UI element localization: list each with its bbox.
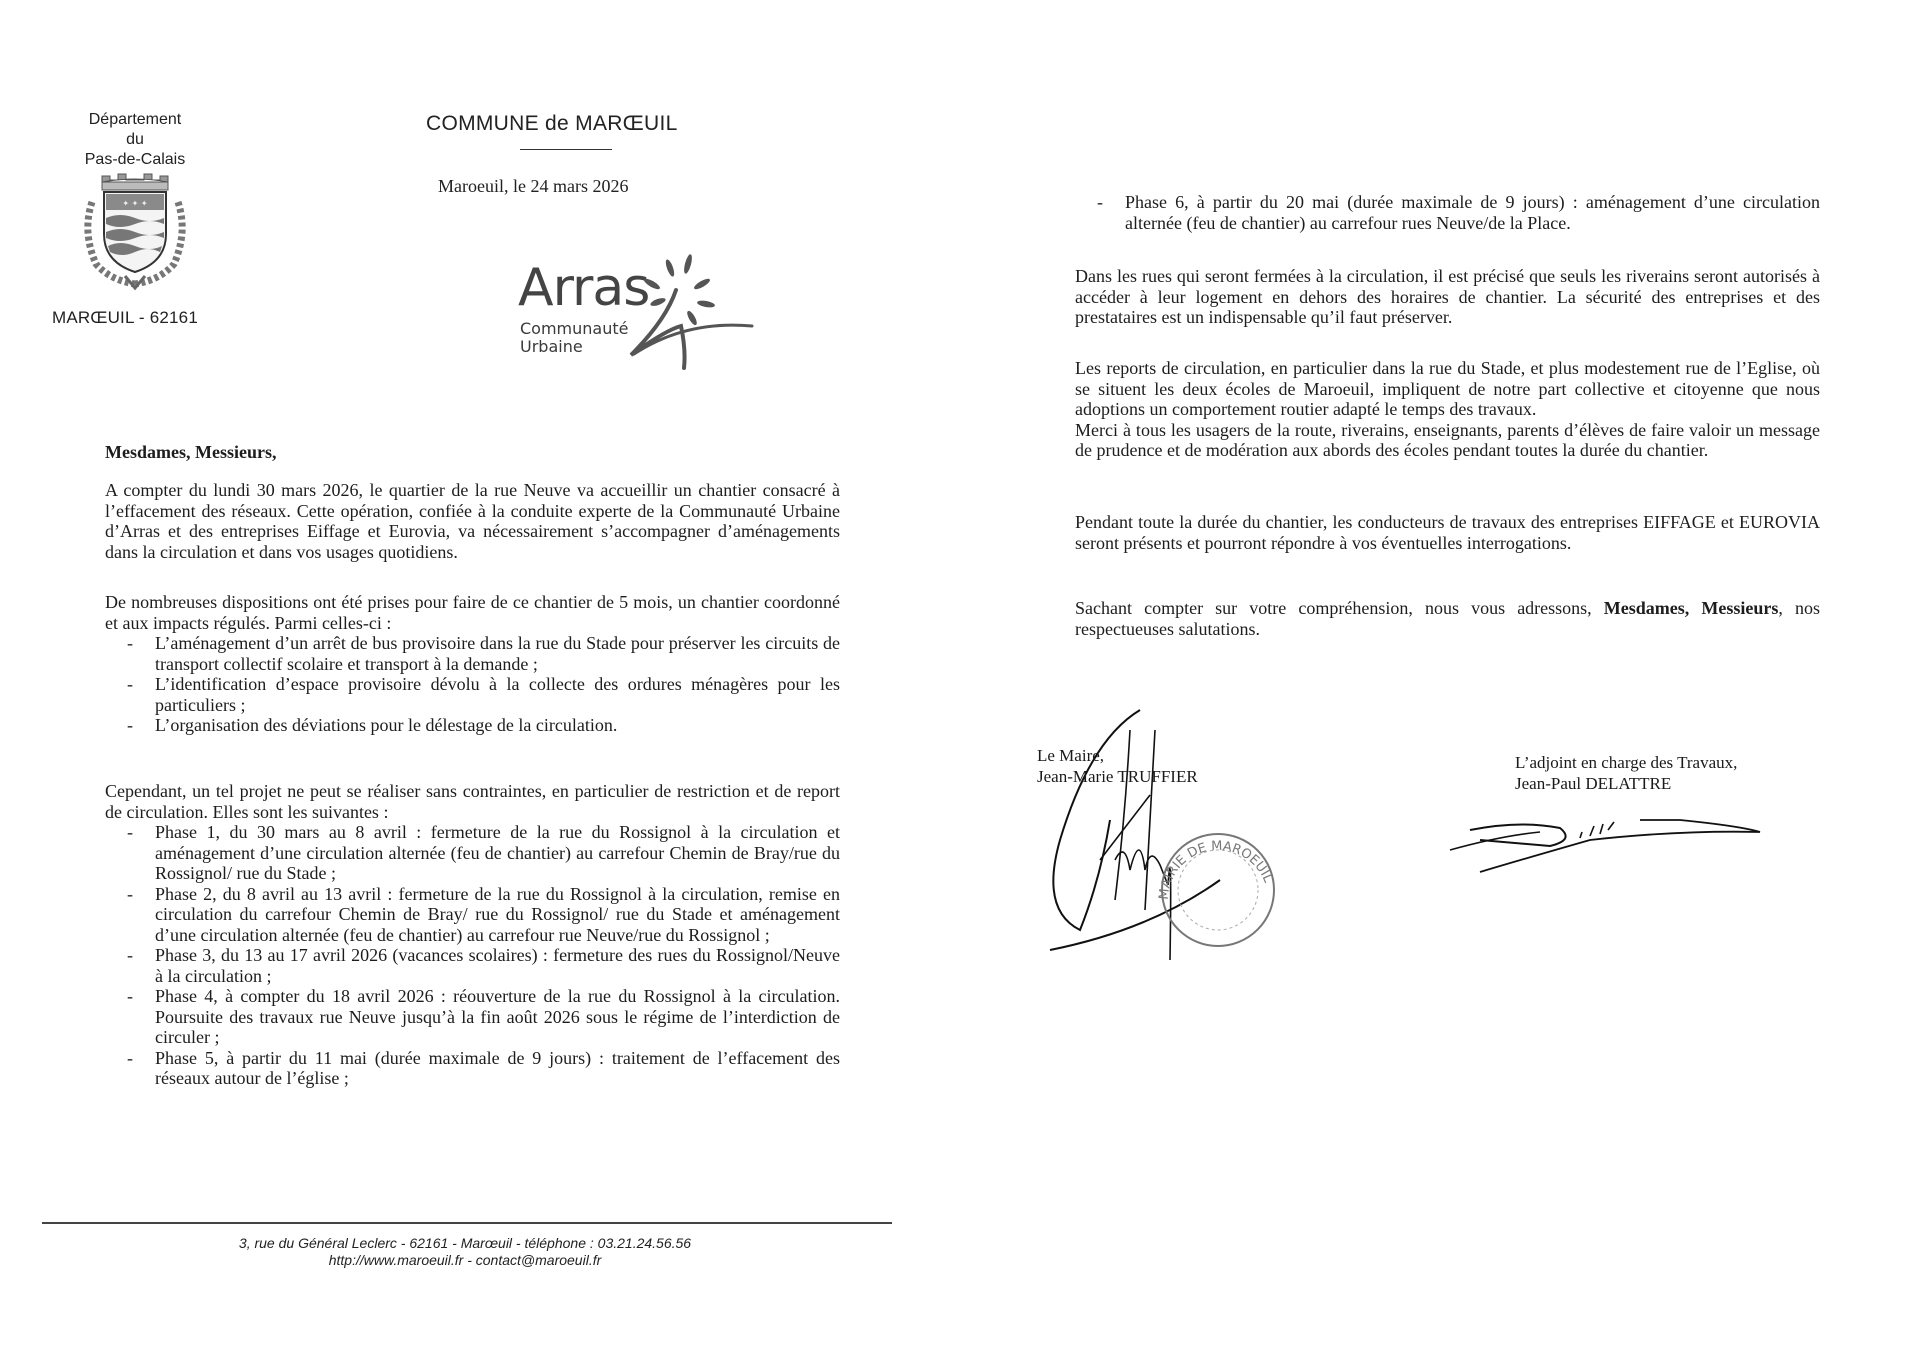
phases-section [105, 781, 840, 1089]
list-item [105, 674, 840, 715]
footer-contact [30, 1235, 900, 1269]
measures-list [105, 633, 840, 736]
list-item [105, 1048, 840, 1089]
adjoint-signature-icon [1440, 800, 1780, 880]
traffic-reports-section [1075, 358, 1820, 461]
department-label [60, 110, 210, 170]
contractors-paragraph: Pendant toute la durée du chantier, les conducteurs de travaux des entreprises EIFFAGE et EUROVIA seront présents et pourront répondre à vos éventuelles interrogations. [1075, 512, 1820, 553]
closing-text: , nos respectueuses salutations. [1075, 598, 1820, 639]
footer-divider [42, 1222, 892, 1224]
measures-intro: De nombreuses dispositions ont été prises pour faire de ce chantier de 5 mois, un chantier coordonné et aux impacts régulés. Parmi celles-ci : [105, 592, 840, 633]
phase-text: Phase 1, du 30 mars au 8 avril : fermeture de la rue du Rossignol à la circulation et aménagement d’une circulation alternée (feu de chantier) au carrefour Chemin de Bray/rue du Rossignol/ rue du Stade ; [155, 822, 840, 883]
adjoint-title: L’adjoint en charge des Travaux, [1515, 753, 1738, 772]
phases-list-continued [1075, 192, 1820, 233]
measure-text: L’identification d’espace provisoire dévolu à la collecte des ordures ménagères pour les particuliers ; [155, 674, 840, 715]
measure-text: L’organisation des déviations pour le délestage de la circulation. [155, 715, 618, 735]
list-item [105, 633, 840, 674]
coat-of-arms-icon [80, 172, 190, 292]
commune-title: COMMUNE de MARŒUIL [426, 112, 678, 135]
dash-bullet-icon: - [127, 986, 133, 1006]
svg-text:✦ ✦ ✦: ✦ ✦ ✦ [122, 199, 148, 208]
traffic-reports-paragraph: Les reports de circulation, en particulier dans la rue du Stade, et plus modestement rue de l’Eglise, où se situent les deux écoles de Maroeuil, impliquent de notre part collective et citoyenne que nous adoptions un comportement routier adapté le temps des travaux. [1075, 358, 1820, 419]
dash-bullet-icon: - [127, 674, 133, 694]
list-item [105, 884, 840, 946]
dash-bullet-icon: - [127, 945, 133, 965]
dash-bullet-icon: - [127, 1047, 133, 1068]
phase-text: Phase 5, à partir du 11 mai (durée maximale de 9 jours) : traitement de l’effacement des réseaux autour de l’église ; [155, 1047, 840, 1088]
list-item [105, 715, 840, 736]
mayor-signature-icon [1030, 700, 1450, 980]
closed-streets-paragraph: Dans les rues qui seront fermées à la circulation, il est précisé que seuls les riverains seront autorisés à accéder à leur logement en dehors des horaires de chantier. La sécurité des entreprises et des prestataires est un indispensable qu’il faut préserver. [1075, 266, 1820, 327]
intro-paragraph: A compter du lundi 30 mars 2026, le quartier de la rue Neuve va accueillir un chantier consacré à l’effacement des réseaux. Cette opération, confiée à la conduite experte de la Communauté Urbaine d’Arras et des entreprises Eiffage et Eurovia, va nécessairement s’accompagner d’aménagements dans la circulation et dans vos usages quotidiens. [105, 480, 840, 562]
footer-web-line: http://www.maroeuil.fr - contact@maroeuil.fr [328, 1252, 602, 1268]
letter-salutation: Mesdames, Messieurs, [105, 442, 277, 462]
department-line: Département [88, 111, 182, 128]
list-item [105, 822, 840, 884]
list-item [105, 986, 840, 1048]
arras-logo-subtitle-line: Urbaine [520, 337, 583, 356]
letter-date: Maroeuil, le 24 mars 2026 [438, 176, 629, 196]
adjoint-signature-block [1515, 752, 1737, 794]
phase-text: Phase 3, du 13 au 17 avril 2026 (vacances scolaires) : fermeture des rues du Rossignol/Neuve à la circulation ; [155, 945, 840, 986]
footer-address-line: 3, rue du Général Leclerc - 62161 - Marœuil - téléphone : 03.21.24.56.56 [238, 1235, 692, 1251]
arras-logo-word: Arras [518, 258, 650, 318]
dash-bullet-icon: - [127, 822, 133, 842]
mayor-name: Jean-Marie TRUFFIER [1037, 767, 1198, 786]
adjoint-name: Jean-Paul DELATTRE [1515, 774, 1672, 793]
department-line: Pas-de-Calais [84, 151, 186, 168]
commune-postal-label: MARŒUIL - 62161 [52, 308, 198, 327]
closing-paragraph [1075, 598, 1820, 639]
thanks-paragraph: Merci à tous les usagers de la route, riverains, enseignants, parents d’élèves de faire valoir un message de prudence et de modération aux abords des écoles pendant toutes la durée du chantier. [1075, 419, 1820, 460]
mayor-signature-block [1037, 745, 1198, 787]
dash-bullet-icon: - [127, 715, 133, 735]
phases-list [105, 822, 840, 1089]
dash-bullet-icon: - [127, 633, 133, 653]
dash-bullet-icon: - [127, 883, 133, 904]
phase-text: Phase 2, du 8 avril au 13 avril : fermeture de la rue du Rossignol à la circulation, remise en circulation du carrefour Chemin de Bray/ rue du Rossignol/ rue du Stade et aménagement d’une circulation alternée (feu de chantier) au carrefour rue Neuve/rue du Rossignol ; [155, 883, 840, 945]
phase-text: Phase 4, à compter du 18 avril 2026 : réouverture de la rue du Rossignol à la circulation. Poursuite des travaux rue Neuve jusqu’à la fin août 2026 sous le régime de l’interdiction de circuler ; [155, 986, 840, 1047]
measure-text: L’aménagement d’un arrêt de bus provisoire dans la rue du Stade pour préserver les circuits de transport collectif scolaire et transport à la demande ; [155, 633, 840, 674]
closing-bold-text: Mesdames, Messieurs [1603, 598, 1779, 618]
mayor-title: Le Maire, [1037, 746, 1105, 765]
measures-section [105, 592, 840, 736]
arras-logo-subtitle-line: Communauté [520, 319, 629, 338]
list-item [1075, 192, 1820, 233]
closing-text: Sachant compter sur votre compréhension, nous vous adressons, [1075, 598, 1604, 618]
stamp-text: MAIRIE DE MAROEUIL [1156, 838, 1276, 901]
department-line: du [126, 131, 144, 148]
dash-bullet-icon: - [1097, 192, 1103, 212]
title-underline [520, 149, 612, 150]
phases-intro: Cependant, un tel projet ne peut se réaliser sans contraintes, en particulier de restriction et de report de circulation. Elles sont les suivantes : [105, 781, 840, 822]
phase-text: Phase 6, à partir du 20 mai (durée maximale de 9 jours) : aménagement d’une circulation alternée (feu de chantier) au carrefour rues Neuve/de la Place. [1125, 192, 1820, 233]
sun-rays-icon [516, 250, 756, 370]
list-item [105, 945, 840, 986]
